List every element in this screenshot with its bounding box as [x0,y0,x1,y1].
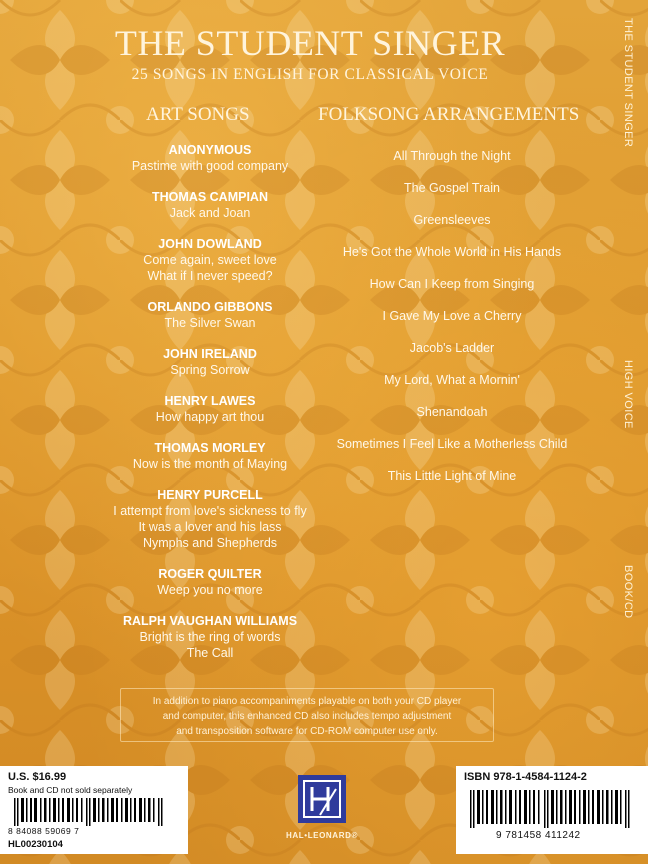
composer-group [100,440,320,472]
folksong-title: How Can I Keep from Singing [369,277,535,291]
upc-number: 8 84088 59069 7 [8,826,80,836]
song-title: It was a lover and his lass [138,520,282,534]
folksong-title: I Gave My Love a Cherry [382,309,522,323]
price: U.S. $16.99 [8,771,67,783]
composer-name: ORLANDO GIBBONS [147,300,273,314]
song-title: Bright is the ring of words [139,630,281,644]
composer-name: THOMAS CAMPIAN [152,190,268,204]
composer-group [100,189,320,221]
note-line: and computer, this enhanced CD also includes tempo adjustment [162,711,452,722]
folksong-title: Shenandoah [416,405,488,419]
composer-group [100,346,320,378]
folksong-title: My Lord, What a Mornin' [384,373,520,387]
song-title: Spring Sorrow [170,363,250,377]
song-title: Nymphs and Shepherds [142,536,278,550]
note-line: and transposition software for CD-ROM computer use only. [176,726,438,737]
book-subtitle: 25 SONGS IN ENGLISH FOR CLASSICAL VOICE [131,66,489,83]
composer-group [100,566,320,598]
publisher-name: HAL•LEONARD® [286,831,358,840]
enhanced-cd-note [120,688,494,742]
composer-name: THOMAS MORLEY [154,441,266,455]
composer-name: HENRY LAWES [164,394,256,408]
song-title: What if I never speed? [147,269,273,283]
isbn-box [456,766,648,854]
composer-name: JOHN DOWLAND [158,237,262,251]
art-songs-list [100,142,320,676]
isbn-barcode-number: 9 781458 411242 [496,830,581,841]
folksong-title: This Little Light of Mine [387,469,517,483]
composer-group [100,393,320,425]
spine-labels [618,0,648,864]
song-title: Weep you no more [157,583,263,597]
composer-name: HENRY PURCELL [157,488,263,502]
composer-group [100,613,320,661]
spine-voice: HIGH VOICE [622,360,634,429]
song-title: The Call [186,646,234,660]
product-code: HL00230104 [8,839,63,850]
isbn-number: ISBN 978-1-4584-1124-2 [464,771,587,783]
isbn-barcode [470,790,636,828]
composer-name: JOHN IRELAND [163,347,257,361]
composer-group [100,236,320,284]
song-title: Come again, sweet love [143,253,277,267]
not-sold-separately-note: Book and CD not sold separately [8,785,133,795]
art-songs-heading: ART SONGS [146,104,250,125]
publisher-logo [286,775,358,849]
song-title: Pastime with good company [131,159,289,173]
composer-name: RALPH VAUGHAN WILLIAMS [122,614,298,628]
song-title: Now is the month of Maying [132,457,288,471]
upc-barcode [14,798,174,826]
folksong-title: He's Got the Whole World in His Hands [342,245,562,259]
folksong-title: Sometimes I Feel Like a Motherless Child [336,437,568,451]
folksong-list [318,140,586,492]
note-line: In addition to piano accompaniments playable on both your CD player [152,696,462,707]
song-title: I attempt from love's sickness to fly [113,504,307,518]
hal-leonard-logo-icon [298,775,346,823]
price-box [0,766,188,854]
folksong-title: Greensleeves [413,213,491,227]
song-title: Jack and Joan [169,206,251,220]
book-title: THE STUDENT SINGER [114,23,506,63]
folksong-title: All Through the Night [393,149,511,163]
song-title: The Silver Swan [164,316,256,330]
song-title: How happy art thou [155,410,265,424]
composer-name: ANONYMOUS [168,143,252,157]
composer-group [100,142,320,174]
composer-group [100,487,320,551]
folksong-title: Jacob's Ladder [409,341,495,355]
composer-group [100,299,320,331]
folksong-heading: FOLKSONG ARRANGEMENTS [318,104,580,125]
folksong-title: The Gospel Train [404,181,500,195]
spine-title: THE STUDENT SINGER [622,18,634,148]
composer-name: ROGER QUILTER [158,567,262,581]
spine-format: BOOK/CD [622,565,634,619]
